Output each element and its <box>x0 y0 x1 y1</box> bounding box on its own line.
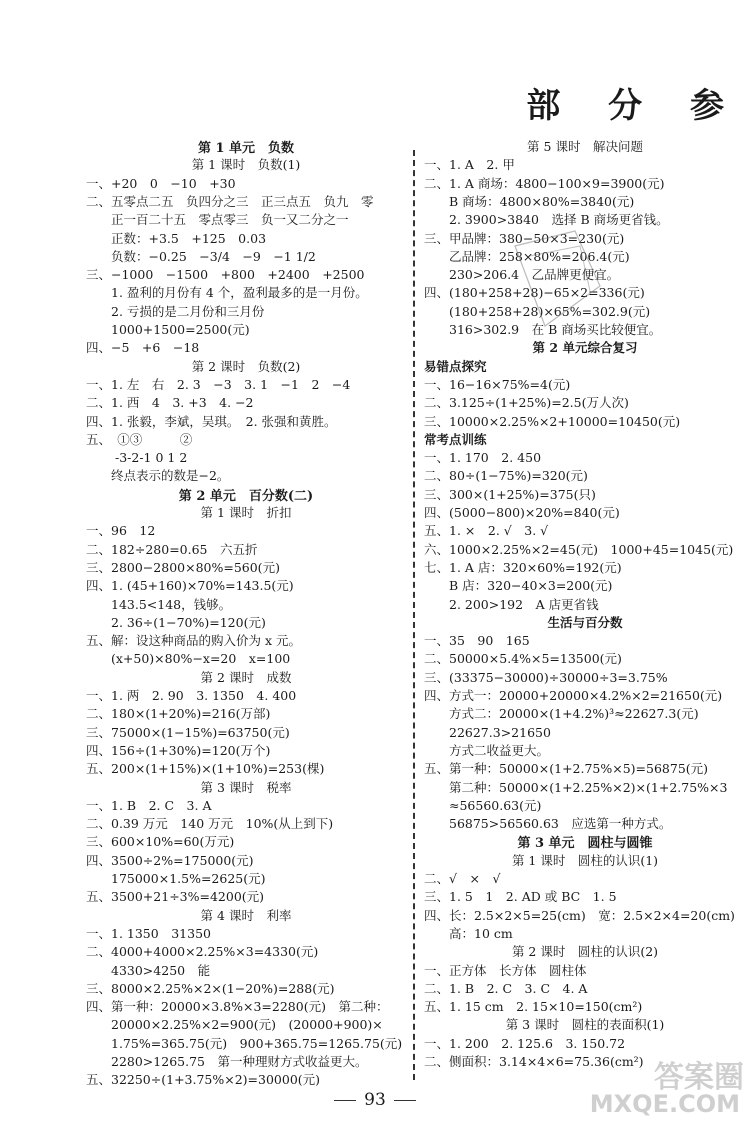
left-line: 1. 盈利的月份有 4 个，盈利最多的是一月份。 <box>86 285 368 301</box>
right-line: B 商场：4800×80%=3840(元) <box>424 193 635 209</box>
right-line: 三、300×(1+25%)=375(只) <box>424 486 596 502</box>
right-line: 常考点训练 <box>424 431 487 447</box>
right-line: 二、侧面积：3.14×4×6=75.36(cm²) <box>424 1054 644 1069</box>
left-line: -3-2-1 0 1 2 <box>86 450 188 466</box>
right-line: 三、1. 5 1 2. AD 或 BC 1. 5 <box>424 889 617 905</box>
left-line: 1.75%=365.75(元) 900+365.75=1265.75(元) <box>86 1035 403 1051</box>
left-line: 一、1. 两 2. 90 3. 1350 4. 400 <box>86 688 297 703</box>
right-line: 一、正方体 长方体 圆柱体 <box>424 962 587 978</box>
left-line: 一、96 12 <box>86 523 156 539</box>
stamp-mark <box>505 226 605 336</box>
right-line: 第 5 课时 解决问题 <box>527 139 643 154</box>
left-line: 五、 ①③ ② <box>86 431 193 447</box>
left-line: 第 1 课时 负数(1) <box>191 157 301 173</box>
left-line: 第 2 课时 负数(2) <box>191 358 301 374</box>
left-line: 四、156÷(1+30%)=120(万个) <box>86 742 271 758</box>
right-line: 四、(5000−800)×20%=840(元) <box>424 505 620 520</box>
right-line: 一、1. A 2. 甲 <box>424 157 515 173</box>
right-line: 二、80÷(1−75%)=320(元) <box>424 468 588 484</box>
left-line: 143.5<148，钱够。 <box>86 596 232 612</box>
left-line: 第 3 课时 税率 <box>200 779 292 795</box>
right-line: 六、1000×2.25%×2=45(元) 1000+45=1045(元) <box>424 541 734 557</box>
left-line: 四、−5 +6 −18 <box>86 340 200 356</box>
right-line: 22627.3>21650 <box>424 724 551 740</box>
right-line: B 店：320−40×3=200(元) <box>424 578 613 594</box>
right-line: 高：10 cm <box>424 925 513 941</box>
right-line: 五、1. 15 cm 2. 15×10=150(cm²) <box>424 999 643 1015</box>
right-line: 316>302.9 在 B 商场买比较便宜。 <box>424 322 662 337</box>
left-line: 二、0.39 万元 140 万元 10%(从上到下) <box>86 816 334 832</box>
page-number: 93 <box>0 1090 750 1110</box>
left-line: 正一百二十五 零点零三 负一又二分之一 <box>86 212 349 228</box>
left-line: 四、3500÷2%=175000(元) <box>86 852 254 868</box>
column-divider <box>413 150 415 1080</box>
right-line: 一、16−16×75%=4(元) <box>424 376 571 392</box>
right-line: 二、3.125÷(1+25%)=2.5(万人次) <box>424 395 629 411</box>
right-line: 方式二收益更大。 <box>424 742 550 758</box>
right-line: 2. 200>192 A 店更省钱 <box>424 596 599 612</box>
left-line: 五、200×(1+15%)×(1+10%)=253(棵) <box>86 761 325 777</box>
left-line: 终点表示的数是−2。 <box>86 468 230 484</box>
right-line: 第 2 单元综合复习 <box>532 340 638 356</box>
right-line: 五、1. × 2. √ 3. √ <box>424 523 549 539</box>
left-line: 175000×1.5%=2625(元) <box>86 871 266 886</box>
left-line: 二、4000+4000×2.25%×3=4330(元) <box>86 944 319 960</box>
left-line: 2. 亏损的是二月份和三月份 <box>86 303 265 319</box>
left-line: 4330>4250 能 <box>86 962 211 978</box>
left-line: 一、+20 0 −10 +30 <box>86 175 236 191</box>
left-line: 2. 36÷(1−70%)=120(元) <box>86 614 266 630</box>
right-line: 方式二：20000×(1+4.2%)³≈22627.3(元) <box>424 706 699 722</box>
right-line: 三、(33375−30000)÷30000÷3=3.75% <box>424 669 668 685</box>
left-line: 三、2800−2800×80%=560(元) <box>86 559 280 575</box>
left-line: 三、8000×2.25%×2×(1−20%)=288(元) <box>86 980 335 996</box>
right-line: 一、1. 170 2. 450 <box>424 450 542 466</box>
left-line: 三、600×10%=60(万元) <box>86 834 235 850</box>
right-line: 第 3 单元 圆柱与圆锥 <box>517 836 653 852</box>
right-line: 56875>56560.63 应选第一种方式。 <box>424 816 672 832</box>
left-line: 五、3500+21÷3%=4200(元) <box>86 889 265 905</box>
right-line: 二、√ × √ <box>424 871 501 886</box>
right-line: 第 2 课时 圆柱的认识(2) <box>511 944 659 960</box>
right-line: 三、10000×2.25%×2+10000=10450(元) <box>424 413 681 429</box>
right-line: (180+258+28)×65%=302.9(元) <box>424 303 651 319</box>
watermark-url: MXQE.COM <box>589 1090 740 1118</box>
right-line: 一、35 90 165 <box>424 633 530 649</box>
right-line: 生活与百分数 <box>547 614 623 630</box>
left-line: 1000+1500=2500(元) <box>86 322 250 337</box>
right-line: 二、1. B 2. C 3. C 4. A <box>424 980 588 996</box>
left-line: 二、1. 西 4 3. +3 4. −2 <box>86 395 254 411</box>
left-line: 第 1 课时 折扣 <box>200 505 292 520</box>
right-line: 乙品牌：258×80%=206.4(元) <box>424 248 630 264</box>
left-line: (x+50)×80%−x=20 x=100 <box>86 651 291 667</box>
left-line: 四、第一种：20000×3.8%×3=2280(元) 第二种： <box>86 999 389 1015</box>
left-line: 第 1 单元 负数 <box>197 141 295 156</box>
right-line: ≈56560.63(元) <box>424 797 542 813</box>
right-line: 三、甲品牌：380−50×3=230(元) <box>424 230 625 246</box>
right-line: 二、50000×5.4%×5=13500(元) <box>424 651 622 667</box>
left-line: 四、1. 张毅，李斌，吴琪。 2. 张强和黄胜。 <box>86 413 337 429</box>
right-line: 四、方式一：20000+20000×4.2%×2=21650(元) <box>424 688 723 703</box>
left-line: 三、−1000 −1500 +800 +2400 +2500 <box>86 267 365 283</box>
left-line: 一、1. 左 右 2. 3 −3 3. 1 −1 2 −4 <box>86 376 351 392</box>
watermark-logo: 答案圈 <box>654 1060 744 1095</box>
left-line: 第 2 单元 百分数(二) <box>178 488 314 504</box>
right-line: 七、1. A 店：320×60%=192(元) <box>424 559 622 575</box>
right-line: 二、1. A 商场：4800−100×9=3900(元) <box>424 175 665 191</box>
left-line: 20000×2.25%×2=900(元) (20000+900)× <box>86 1017 383 1033</box>
left-line: 第 4 课时 利率 <box>200 907 292 923</box>
left-line: 二、182÷280=0.65 六五折 <box>86 541 258 557</box>
left-line: 负数：−0.25 −3/4 −9 −1 1/2 <box>86 248 316 264</box>
right-line: 2. 3900>3840 选择 B 商场更省钱。 <box>424 212 669 228</box>
left-line: 一、1. B 2. C 3. A <box>86 797 212 813</box>
left-line: 三、75000×(1−15%)=63750(元) <box>86 724 290 740</box>
left-line: 正数：+3.5 +125 0.03 <box>86 230 267 246</box>
right-line: 第 1 课时 圆柱的认识(1) <box>511 852 659 868</box>
left-line: 一、1. 1350 31350 <box>86 925 211 941</box>
left-line: 第 2 课时 成数 <box>200 669 292 685</box>
left-line: 二、五零点二五 负四分之三 正三点五 负九 零 <box>86 193 374 209</box>
left-line: 五、32250÷(1+3.75%×2)=30000(元) <box>86 1072 321 1088</box>
left-line: 2280>1265.75 第一种理财方式收益更大。 <box>86 1054 368 1069</box>
right-line: 第二种：50000×(1+2.25%×2)×(1+2.75%×3 <box>424 779 728 795</box>
right-line: 第 3 课时 圆柱的表面积(1) <box>505 1017 665 1033</box>
left-line: 五、解：设这种商品的购入价为 x 元。 <box>86 633 301 649</box>
left-line: 二、180×(1+20%)=216(万部) <box>86 706 271 722</box>
right-line: 四、(180+258+28)−65×2=336(元) <box>424 285 645 301</box>
right-line: 一、1. 200 2. 125.6 3. 150.72 <box>424 1035 626 1051</box>
right-line: 四、长：2.5×2×5=25(cm) 宽：2.5×2×4=20(cm) <box>424 907 735 923</box>
right-line: 易错点探究 <box>424 358 487 374</box>
right-line: 230>206.4 乙品牌更便宜。 <box>424 267 620 283</box>
left-line: 四、1. (45+160)×70%=143.5(元) <box>86 578 294 594</box>
page-title: 部 分 参 <box>526 86 742 126</box>
right-line: 五、第一种：50000×(1+2.75%×5)=56875(元) <box>424 761 709 777</box>
